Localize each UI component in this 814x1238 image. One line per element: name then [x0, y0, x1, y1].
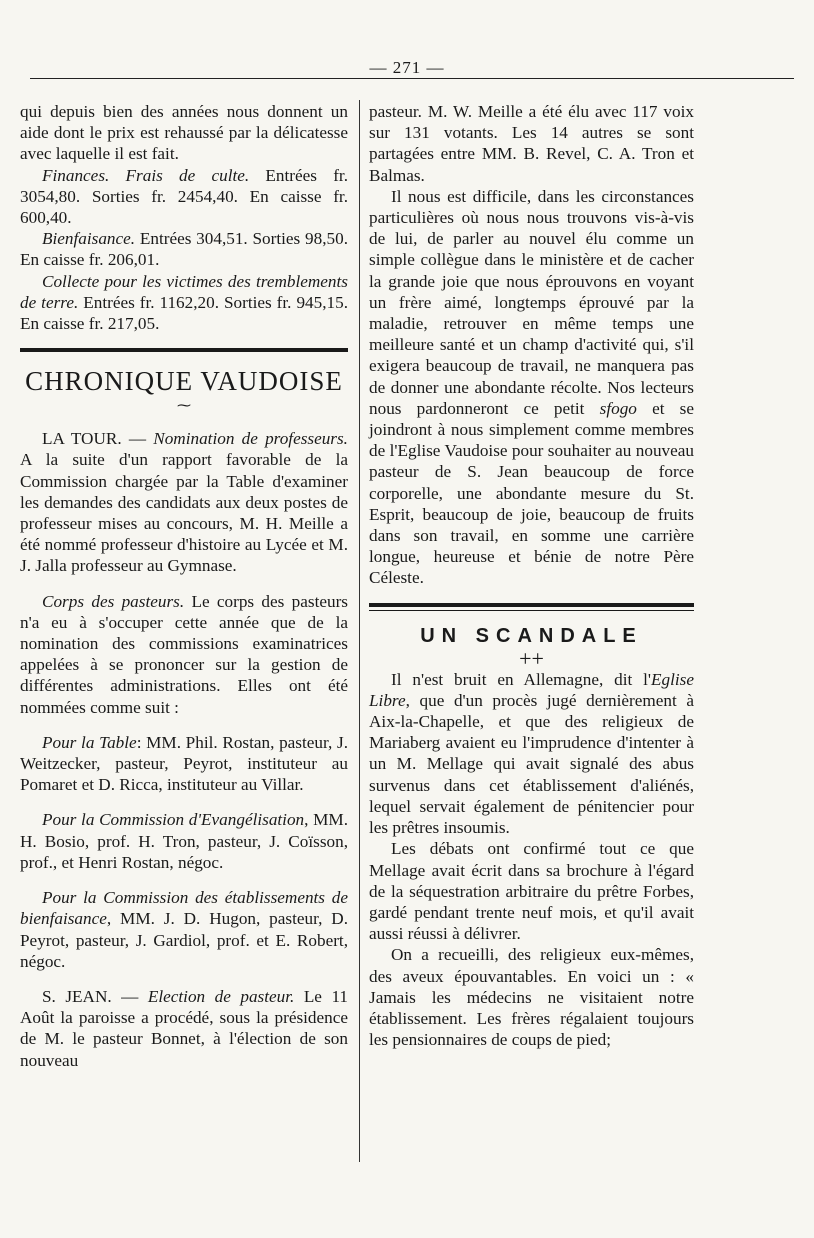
- bienfaisance-commission-text: , MM. J. D. Hugon, pasteur, D. Peyrot, pasteur, J. Gardiol, prof. et E. Robert, négoc.: [20, 909, 348, 971]
- title-ornament: ⁓: [177, 399, 191, 415]
- scandale-intro-a: Il n'est bruit en Allemagne, dit l': [391, 669, 652, 689]
- column-divider: [359, 100, 360, 1162]
- congratulation-text-b: et se joindront à nous simplement comme membres de l'Eglise Vaudoise pour souhaiter au nouveau pasteur de S. Jean beaucoup de force corporelle, une abondante mesure du St. Esprit, beaucoup de joie, beaucoup de fruits dans son travail, en somme une carrière longue, heureuse et bénie de notre Père Céleste.: [369, 398, 694, 588]
- pour-la-table-text: : MM. Phil. Rostan, pasteur, J. Weitzecker, pasteur, Peyrot, instituteur au Pomaret et D. Ricca, instituteur au Villar.: [20, 732, 348, 795]
- section-title-chronique: CHRONIQUE VAUDOISE: [25, 366, 343, 397]
- evangelisation-heading: Pour la Commission d'Evangélisation: [42, 810, 305, 830]
- collecte-text: Entrées fr. 1162,20. Sorties fr. 945,15. En caisse fr. 217,05.: [20, 292, 349, 334]
- debats-paragraph: Les débats ont confirmé tout ce que Mellage avait écrit dans sa brochure à l'égard de la séquestration arbitraire du prêtre Forbes, gardé pendant trente neuf mois, et qu'il avait aussi réussi à délivrer.: [369, 839, 694, 944]
- corps-pasteurs-text: Le corps des pasteurs n'a eu à s'occuper cette année que de la nomination des commissions examinatrices appelées à se prononcer sur la gestion de différentes administrations. Elles ont été nommées comme suit :: [20, 591, 348, 717]
- section-rule-thin-right: [369, 610, 694, 611]
- corps-pasteurs-heading: Corps des pasteurs.: [42, 591, 185, 611]
- finances-text: Entrées fr. 3054,80. Sorties fr. 2454,40. En caisse fr. 600,40.: [20, 165, 348, 228]
- section-rule-thick: [20, 348, 348, 352]
- s-jean-place: S. JEAN. —: [42, 986, 148, 1006]
- s-jean-paragraph: [20, 986, 348, 1071]
- section-title-scandale: UN SCANDALE: [420, 624, 643, 647]
- page-number: — 271 —: [369, 58, 445, 77]
- title-ornament-plus: ++: [519, 645, 544, 671]
- evangelisation-text: , MM. H. Bosio, prof. H. Tron, pasteur, J. Coïsson, prof., et Henri Rostan, négoc.: [20, 810, 348, 872]
- pour-la-table-paragraph: [20, 732, 348, 796]
- congratulation-text-a: Il nous est difficile, dans les circonstances particulières où nous nous trouvons vis-à-vis de lui, de parler au nouvel élu comme un simple collègue dans le ministère et de cacher la grande joie que nous éprouvons en voyant un frère aimé, longtemps éprouvé par la maladie, retrouver en même temps une meilleure santé et un champ d'activité qui, s'il exigera beaucoup de travail, ne manquera pas de donner une abondante récolte. Nos lecteurs nous pardonneront ce petit: [369, 186, 694, 418]
- finances-label: Finances. Frais de culte.: [42, 165, 250, 185]
- evangelisation-paragraph: [20, 809, 348, 873]
- bienfaisance-label: Bienfaisance.: [42, 229, 136, 249]
- collecte-entry: [20, 271, 348, 335]
- corps-pasteurs-paragraph: [20, 591, 348, 718]
- congratulation-paragraph: [369, 186, 694, 589]
- congratulation-italic: sfogo: [599, 398, 637, 418]
- scandale-intro-paragraph: [369, 669, 694, 839]
- finances-entry: [20, 165, 348, 229]
- bienfaisance-commission-paragraph: [20, 887, 348, 972]
- la-tour-paragraph: [20, 428, 348, 576]
- la-tour-heading: Nomination de professeurs.: [153, 429, 348, 449]
- election-result-paragraph: pasteur. M. W. Meille a été élu avec 117 voix sur 131 votants. Les 14 autres se sont partagées entre MM. B. Revel, C. A. Tron et Balmas.: [369, 102, 694, 185]
- bienfaisance-entry: [20, 228, 348, 270]
- bienfaisance-text: Entrées 304,51. Sorties 98,50. En caisse fr. 206,01.: [20, 229, 348, 270]
- right-column: [369, 101, 694, 1050]
- bienfaisance-commission-heading: Pour la Commission des établissements de bienfaisance: [20, 888, 348, 929]
- pour-la-table-heading: Pour la Table: [42, 732, 137, 752]
- section-rule-thick-right: [369, 603, 694, 607]
- aveux-paragraph: On a recueilli, des religieux eux-mêmes, des aveux épouvantables. En voici un : « Jamais les médecins ne visitaient notre établissement. Les frères régalaient toujours les pensionnaires de coups de pied;: [369, 945, 694, 1050]
- collecte-label: Collecte pour les victimes des tremblements de terre.: [20, 271, 348, 312]
- left-column: [20, 101, 348, 1071]
- header-rule: [30, 78, 794, 79]
- la-tour-place: LA TOUR. —: [42, 429, 154, 449]
- s-jean-text: Le 11 Août la paroisse a procédé, sous la présidence de M. le pasteur Bonnet, à l'élection de son nouveau: [20, 986, 348, 1070]
- left-paragraph-acknowledgement: qui depuis bien des années nous donnent un aide dont le prix est rehaussé par la délicatesse avec laquelle il est fait.: [20, 102, 348, 164]
- s-jean-heading: Election de pasteur.: [147, 986, 295, 1006]
- eglise-libre-title: Eglise Libre: [369, 669, 694, 710]
- scandale-intro-b: , que d'un procès jugé dernièrement à Aix-la-Chapelle, et que des religieux de Mariaberg avaient eu l'imprudence d'intenter à un M. Mellage qui avait signalé des abus survenus dans cet établissement d'aliénés, lequel servait également de pénitencier pour les prêtres insoumis.: [369, 690, 694, 838]
- la-tour-text: A la suite d'un rapport favorable de la Commission chargée par la Table d'examiner les demandes des candidats aux deux postes de professeur mises au concours, M. H. Meille a été nommé professeur d'histoire au Lycée et M. J. Jalla professeur au Gymnase.: [20, 450, 348, 576]
